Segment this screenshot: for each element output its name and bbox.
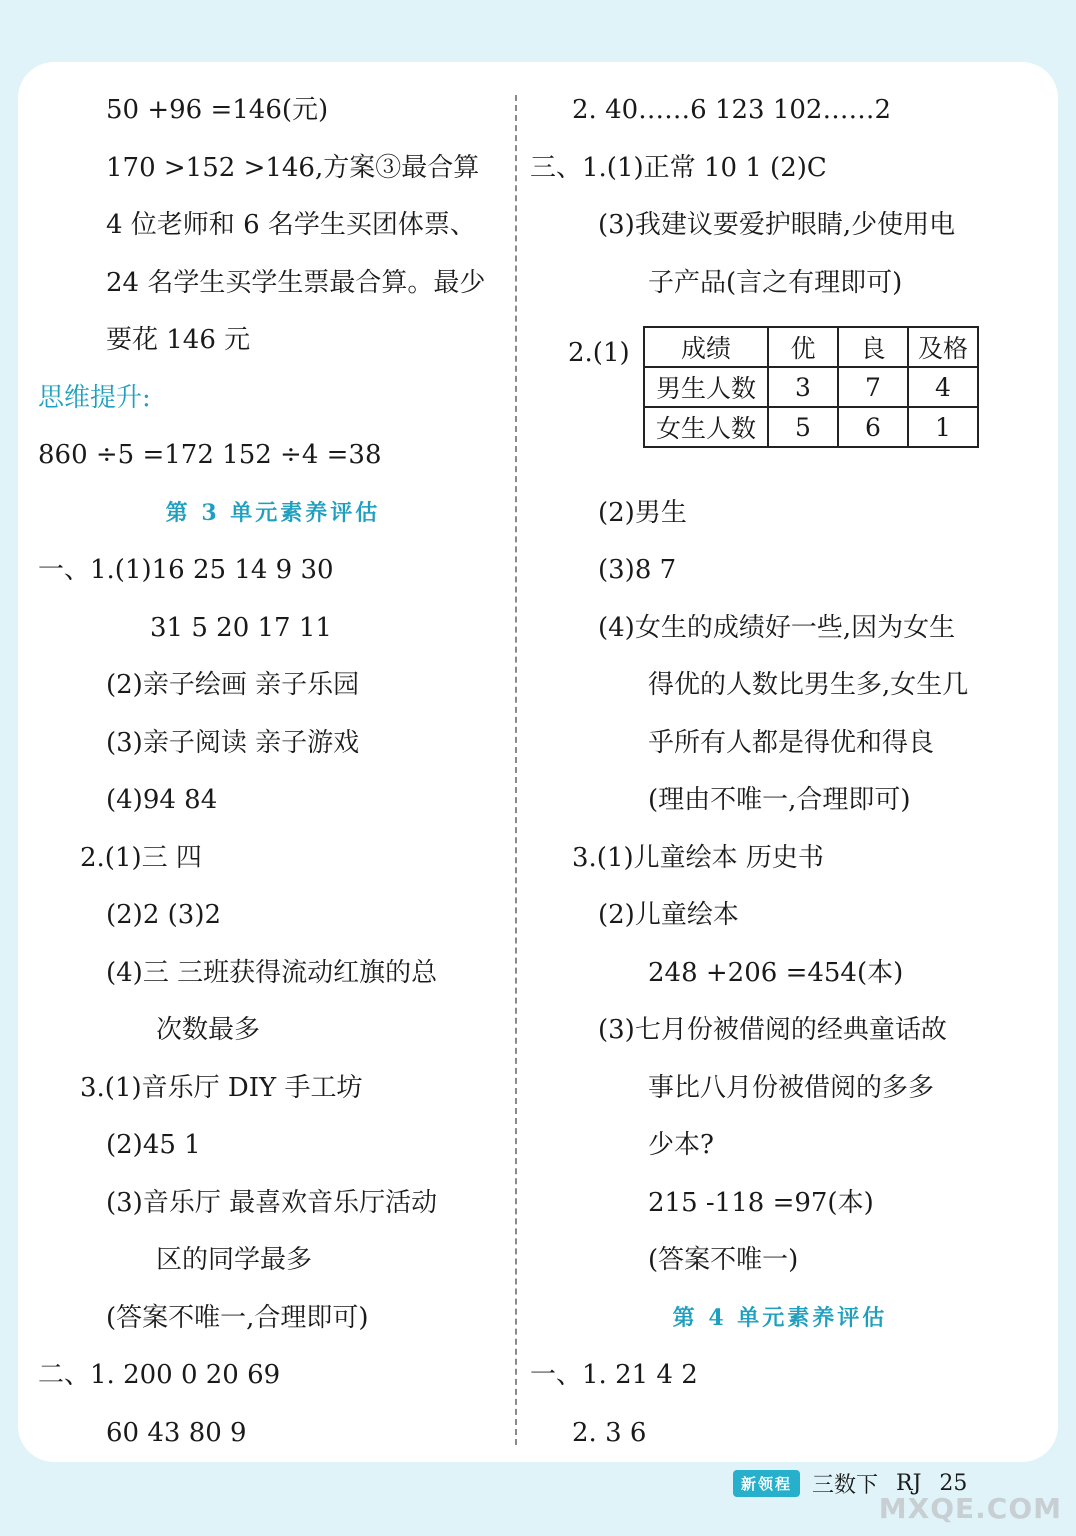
table-question-label: 2.(1) <box>568 338 630 368</box>
footer-edition: RJ <box>896 1470 922 1496</box>
table-cell: 1 <box>908 407 978 447</box>
answer-line: 事比八月份被借阅的多多 <box>648 1072 935 1103</box>
table-header-cell: 优 <box>768 327 838 367</box>
answer-line: (2)2 (3)2 <box>106 900 222 930</box>
answer-line: 24 名学生买学生票最合算。最少 <box>106 267 486 298</box>
answer-line: (理由不唯一,合理即可) <box>648 785 911 815</box>
table-cell: 女生人数 <box>644 407 768 447</box>
answer-line: (2)儿童绘本 <box>598 900 739 930</box>
table-row <box>644 367 978 407</box>
answer-line: (3)我建议要爱护眼睛,少使用电 <box>598 210 956 240</box>
answer-line: 2.(1)三 四 <box>80 842 202 873</box>
answer-line: 31 5 20 17 11 <box>150 612 332 643</box>
table-row <box>644 407 978 447</box>
left-column <box>38 82 508 1462</box>
brand-badge: 新领程 <box>733 1470 800 1497</box>
answer-line: (2)45 1 <box>106 1130 201 1160</box>
answer-line: (2)男生 <box>598 497 687 528</box>
answer-line: (4)三 三班获得流动红旗的总 <box>106 957 438 988</box>
table-header-cell: 良 <box>838 327 908 367</box>
answer-line: (4)女生的成绩好一些,因为女生 <box>598 612 956 643</box>
answer-line: 4 位老师和 6 名学生买团体票、 <box>106 210 476 240</box>
answer-line: 三、1.(1)正常 10 1 (2)C <box>530 152 827 183</box>
table-cell: 4 <box>908 367 978 407</box>
table-header-cell: 成绩 <box>644 327 768 367</box>
answer-line: 50 +96 =146(元) <box>106 95 329 125</box>
footer-subject: 三数下 <box>812 1472 879 1498</box>
table-cell: 5 <box>768 407 838 447</box>
answer-line: (答案不唯一) <box>648 1245 799 1275</box>
table-cell: 7 <box>838 367 908 407</box>
table-cell: 3 <box>768 367 838 407</box>
answer-line: 248 +206 =454(本) <box>648 957 904 988</box>
watermark-logo: MXQE.COM <box>878 1492 1062 1525</box>
section-heading: 第 3 单元素养评估 <box>165 499 381 526</box>
score-table <box>643 326 979 448</box>
answer-line: 一、1. 21 4 2 <box>530 1360 698 1390</box>
answer-line: (3)七月份被借阅的经典童话故 <box>598 1015 947 1045</box>
answer-line: 215 -118 =97(本) <box>648 1187 874 1218</box>
page-number: 25 <box>939 1470 968 1496</box>
answer-line: 区的同学最多 <box>156 1245 313 1275</box>
answer-line: (2)亲子绘画 亲子乐园 <box>106 670 360 700</box>
answer-line: 2. 40……6 123 102……2 <box>572 95 892 125</box>
answer-line: (3)亲子阅读 亲子游戏 <box>106 727 360 758</box>
answer-line: 次数最多 <box>156 1015 261 1045</box>
table-cell: 6 <box>838 407 908 447</box>
answer-line: 少本? <box>648 1130 714 1160</box>
answer-line: 60 43 80 9 <box>106 1417 247 1448</box>
answer-line: 860 ÷5 =172 152 ÷4 =38 <box>38 440 382 470</box>
section-heading: 第 4 单元素养评估 <box>672 1304 888 1331</box>
answer-line: 170 >152 >146,方案③最合算 <box>106 152 480 183</box>
answer-line: (答案不唯一,合理即可) <box>106 1302 369 1333</box>
answer-line: 要花 146 元 <box>106 325 251 355</box>
answer-line: 子产品(言之有理即可) <box>648 267 903 298</box>
answer-line: 二、1. 200 0 20 69 <box>38 1360 281 1390</box>
answer-line: 乎所有人都是得优和得良 <box>648 727 935 758</box>
column-divider <box>515 95 517 1445</box>
answer-line: (3)音乐厅 最喜欢音乐厅活动 <box>106 1187 438 1218</box>
table-header-row <box>644 327 978 367</box>
answer-line: 一、1.(1)16 25 14 9 30 <box>38 555 334 585</box>
answer-line: (4)94 84 <box>106 785 218 815</box>
subsection-label: 思维提升: <box>38 382 151 413</box>
answer-line: 3.(1)音乐厅 DIY 手工坊 <box>80 1072 363 1103</box>
answer-line: (3)8 7 <box>598 555 677 585</box>
right-column <box>530 82 1030 1462</box>
answer-line: 3.(1)儿童绘本 历史书 <box>572 842 824 873</box>
table-cell: 男生人数 <box>644 367 768 407</box>
answer-line: 2. 3 6 <box>572 1417 647 1448</box>
answer-line: 得优的人数比男生多,女生几 <box>648 670 969 700</box>
table-header-cell: 及格 <box>908 327 978 367</box>
